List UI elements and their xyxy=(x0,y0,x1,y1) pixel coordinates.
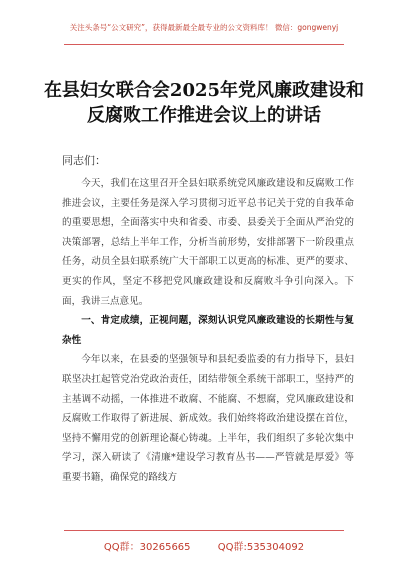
header-note: 关注头条号“公文研究”，获得最新最全最专业的公文资料库！ 微信：gongwenyj xyxy=(69,23,339,32)
salutation: 同志们： xyxy=(62,154,106,167)
footer xyxy=(0,538,408,553)
document-body xyxy=(62,174,354,488)
footer-divider xyxy=(64,530,344,531)
document-title xyxy=(0,78,408,128)
title-line-1: 在县妇女联合会2025年党风廉政建设和 xyxy=(43,80,365,101)
header-divider xyxy=(64,44,344,45)
paragraph-achievements: 今年以来，在县委的坚强领导和县纪委监委的有力指导下，县妇联坚决扛起管党治党政治责任，团结带领全系统干部职工，坚持严的主基调不动摇，一体推进不敢腐、不能腐、不想腐，党风廉政建设和反腐败工作取得了新进展、新成效。我们始终将政治建设摆在首位，坚持不懈用党的创新理论凝心铸魂。上半年，我们组织了多轮次集中学习，深入研读了《清廉*建设学习教育丛书——严管就是厚爱》等重要书籍，确保党的路线方 xyxy=(62,354,354,483)
title-line-2: 反腐败工作推进会议上的讲话 xyxy=(87,105,321,126)
section-heading-1: 一、肯定成绩，正视问题，深刻认识党风廉政建设的长期性与复杂性 xyxy=(62,315,354,346)
footer-qq-group-1: QQ群：30265665 xyxy=(103,542,191,553)
footer-qq-group-2: QQ群:535304092 xyxy=(217,542,305,553)
paragraph-intro: 今天，我们在这里召开全县妇联系统党风廉政建设和反腐败工作推进会议，主要任务是深入学习贯彻习近平总书记关于党的自我革命的重要思想，全面落实中央和省委、市委、县委关于全面从严治党的决策部署，总结上半年工作，分析当前形势，安排部署下一阶段重点任务，动员全县妇联系统广大干部职工以更高的标准、更严的要求、更实的作风，坚定不移把党风廉政建设和反腐败斗争引向深入。下面，我讲三点意见。 xyxy=(62,178,354,307)
